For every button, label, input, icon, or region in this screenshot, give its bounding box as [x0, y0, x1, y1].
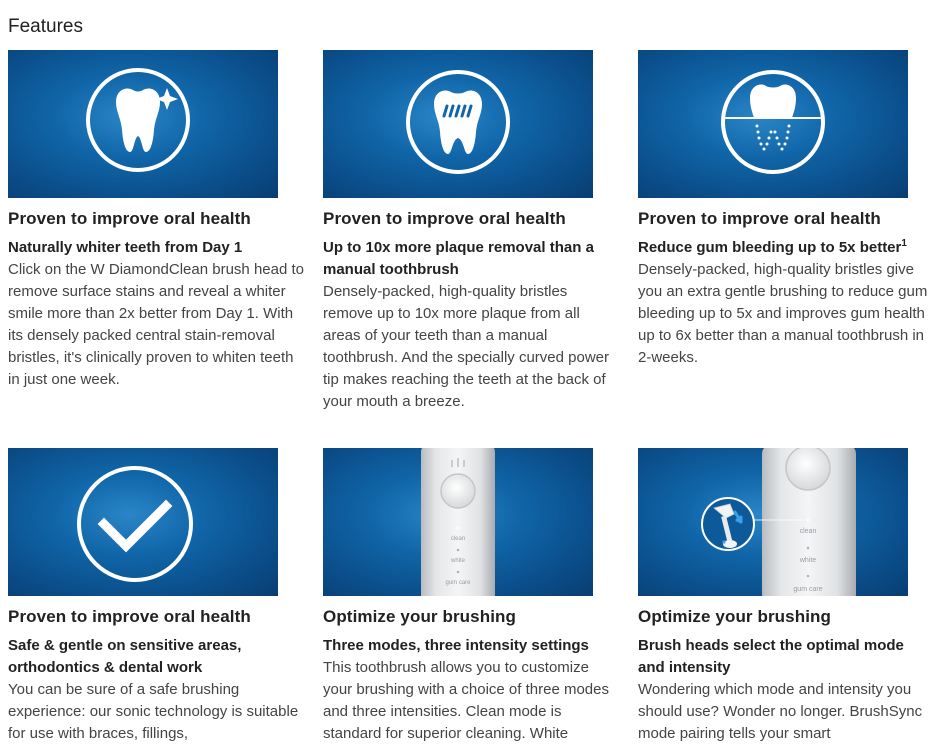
gum-tooth-icon [638, 50, 908, 198]
card-subheading: Three modes, three intensity settings [323, 637, 589, 654]
feature-card [8, 50, 304, 391]
footnote-marker: 1 [901, 238, 907, 249]
card-description: Densely-packed, high-quality bristles remove up to 10x more plaque from all areas of your teeth than a manual toothbrush. And the specially curved power tip makes reaching the teeth at the back of your mouth a breeze. [323, 283, 610, 410]
plaque-tooth-icon [323, 50, 593, 198]
mode-label: gum care [445, 580, 471, 586]
card-subheading [638, 237, 934, 259]
feature-image [8, 50, 278, 198]
feature-card [323, 50, 619, 413]
mode-label: clean [799, 528, 817, 535]
feature-image [323, 448, 593, 596]
mode-label: gum care [793, 586, 823, 593]
card-subheading: Safe & gentle on sensitive areas, orthodontics & dental work [8, 637, 242, 676]
card-heading: Optimize your brushing [323, 607, 516, 626]
checkmark-icon [8, 448, 278, 596]
card-heading: Proven to improve oral health [638, 209, 881, 228]
card-subheading-text: Reduce gum bleeding up to 5x better [638, 239, 902, 256]
card-heading: Proven to improve oral health [8, 209, 251, 228]
card-description: Densely-packed, high-quality bristles give you an extra gentle brushing to reduce gum bleeding up to 5x and improves gum health up to 6x better than a manual toothbrush in 2-weeks. [638, 261, 928, 366]
feature-image [323, 50, 593, 198]
section-title: Features [8, 16, 83, 37]
feature-card [638, 50, 934, 369]
toothbrush-handle-icon [323, 448, 593, 596]
card-heading: Proven to improve oral health [323, 209, 566, 228]
card-description: Wondering which mode and intensity you should use? Wonder no longer. BrushSync mode pairing tells your smart [638, 681, 923, 742]
mode-label: white [450, 558, 466, 564]
card-description: You can be sure of a safe brushing experience: our sonic technology is suitable for use with braces, fillings, [8, 681, 299, 742]
feature-card [638, 448, 934, 745]
whitening-tooth-icon [8, 50, 278, 198]
card-heading: Optimize your brushing [638, 607, 831, 626]
feature-image [638, 448, 908, 596]
card-subheading: Naturally whiter teeth from Day 1 [8, 239, 243, 256]
card-description: Click on the W DiamondClean brush head to remove surface stains and reveal a whiter smile more than 2x better from Day 1. With its densely packed central stain-removal bristles, it's clinically proven to whiten teeth in just one week. [8, 261, 304, 388]
feature-card [323, 448, 619, 745]
card-subheading: Brush heads select the optimal mode and intensity [638, 637, 904, 676]
card-heading: Proven to improve oral health [8, 607, 251, 626]
card-description: This toothbrush allows you to customize your brushing with a choice of three modes and three intensities. Clean mode is standard for superior cleaning. White [323, 659, 609, 742]
card-subheading: Up to 10x more plaque removal than a manual toothbrush [323, 239, 594, 278]
mode-label: white [799, 557, 817, 564]
feature-image [8, 448, 278, 596]
brushsync-icon [638, 448, 908, 596]
feature-card [8, 448, 304, 745]
mode-label: clean [450, 536, 466, 542]
feature-image [638, 50, 908, 198]
